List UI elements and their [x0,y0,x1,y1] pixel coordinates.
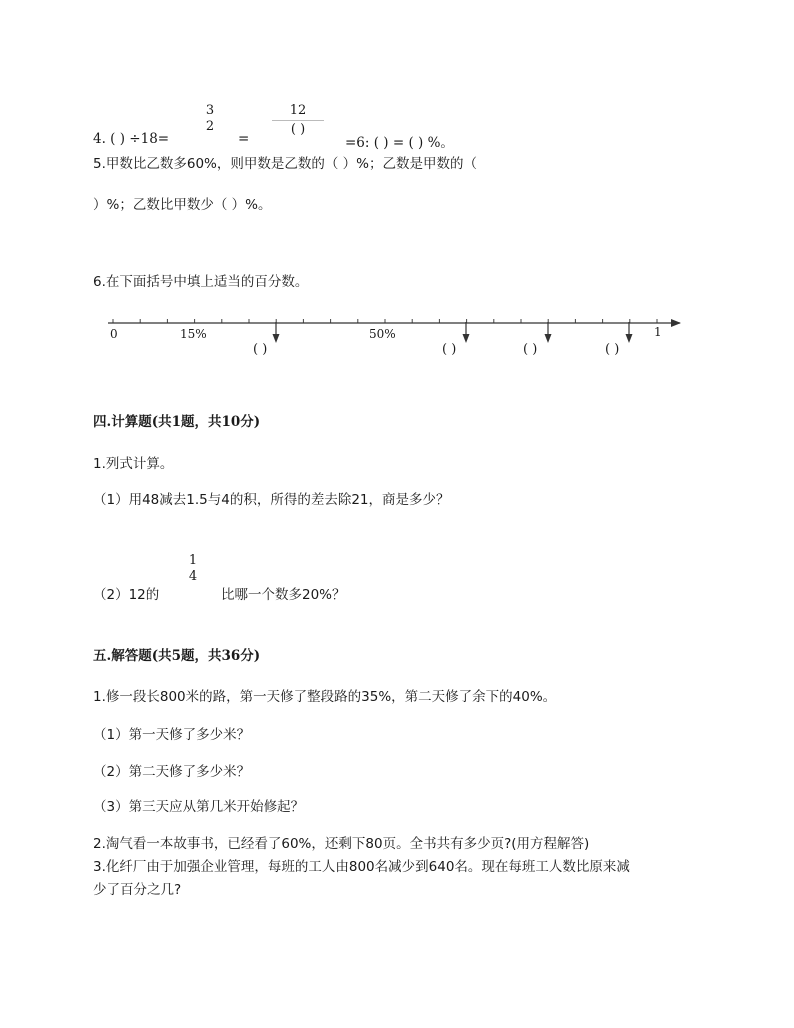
section-5-title: 五.解答题(共5题，共36分) [93,648,261,664]
q4-text-part-b: =6: ( ) = ( ) %。 [345,135,454,151]
section-5-q1: 1.修一段长800米的路，第一天修了整段路的35%，第二天修了余下的40%。 [93,689,557,705]
q4-fraction-1-numerator: 3 [205,103,215,118]
number-line-label-1: 1 [654,325,662,339]
section-5-q1-sub2: （2）第二天修了多少米？ [93,764,251,780]
number-line-blank-3: ( ) [523,342,538,357]
q4-text-part-a: 4. ( ) ÷18= [93,131,170,147]
section-4-sub2-denominator: 4 [188,569,198,584]
pointer-arrow-2 [463,322,470,343]
q6-prompt: 6.在下面括号中填上适当的百分数。 [93,274,309,290]
q5-line-1: 5.甲数比乙数多60%，则甲数是乙数的（ ）%；乙数是甲数的（ [93,156,478,172]
q4-fraction-1-denominator: 2 [205,119,215,134]
section-4-sub2-numerator: 1 [188,553,198,568]
number-line-pointer-arrows [273,322,633,343]
number-line-label-50-percent: 50% [369,327,396,341]
section-4-sub2-part-b: 比哪一个数多20%？ [221,587,346,603]
q5-line-2: ）%；乙数比甲数少（ ）%。 [93,197,272,213]
q4-fraction-2-numerator: 12 [289,103,307,118]
section-4-sub1: （1）用48减去1.5与4的积，所得的差去除21，商是多少？ [93,492,450,508]
q4-equals: = [238,131,250,147]
pointer-arrow-4 [626,322,633,343]
section-5-q2: 2.淘气看一本故事书，已经看了60%，还剩下80页。全书共有多少页?(用方程解答) [93,836,590,852]
section-5-q3-line-2: 少了百分之几? [93,882,182,898]
number-line-label-15-percent: 15% [180,327,207,341]
section-5-q1-sub1: （1）第一天修了多少米？ [93,727,251,743]
number-line-blank-1: ( ) [253,342,268,357]
section-4-sub2-part-a: （2）12的 [93,587,160,603]
section-5-q3-line-1: 3.化纤厂由于加强企业管理，每班的工人由800名减少到640名。现在每班工人数比原来减 [93,859,630,875]
q4-fraction-2-denominator: ( ) [290,122,306,137]
section-5-q1-sub3: （3）第三天应从第几米开始修起？ [93,799,305,815]
number-line-blank-4: ( ) [605,342,620,357]
section-4-title: 四.计算题(共1题，共10分) [93,414,261,430]
section-4-sub2-fraction [185,553,201,585]
pointer-arrow-3 [545,322,552,343]
section-4-q1: 1.列式计算。 [93,456,174,472]
number-line-label-0: 0 [110,327,118,341]
number-line-figure [0,0,794,380]
number-line-blank-2: ( ) [442,342,457,357]
number-line-arrowhead [671,319,681,327]
pointer-arrow-1 [273,322,280,343]
